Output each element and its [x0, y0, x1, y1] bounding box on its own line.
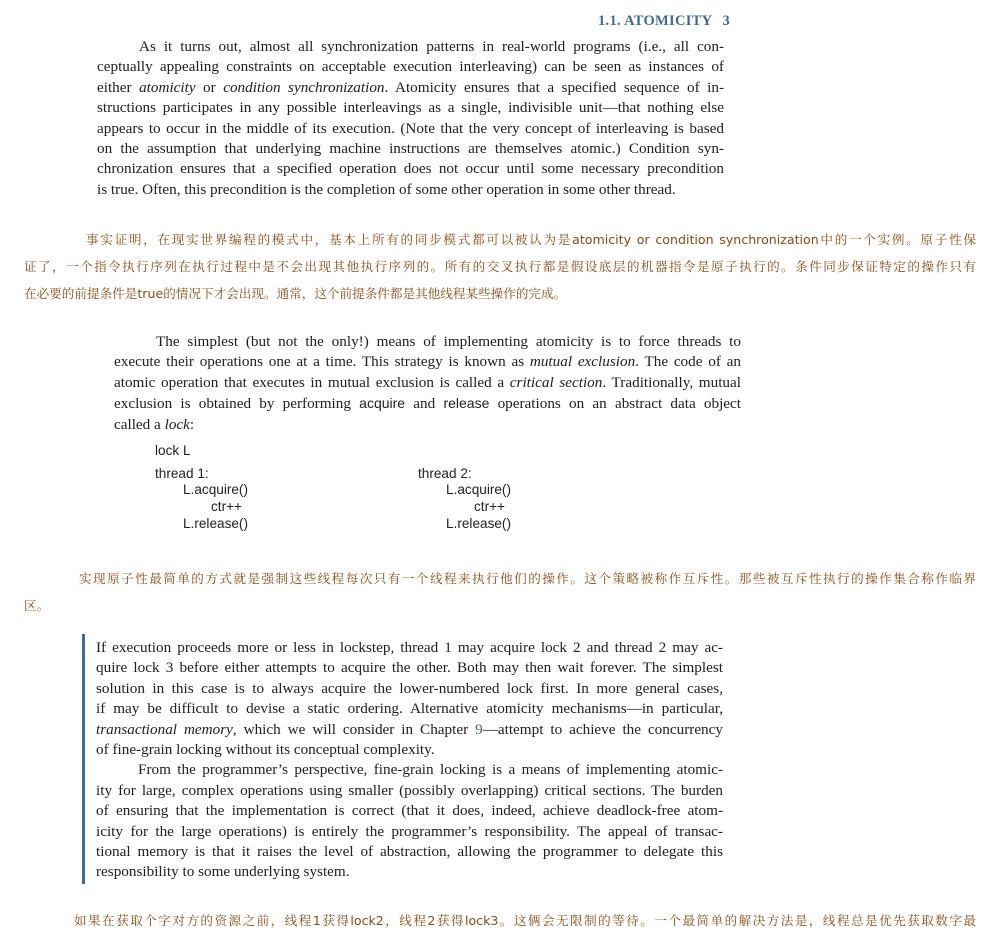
- code-thread1-release: L.release(): [183, 516, 248, 531]
- text-line: structions participates in any possible interleavings as a single, indivisible unit—that nothing else: [97, 99, 724, 117]
- code-lock-decl: lock L: [155, 443, 191, 458]
- text-line: solution in this case is to always acquire the lower-numbered lock first. In more general cases,: [96, 679, 723, 697]
- note-line: 区。: [24, 598, 50, 613]
- text-line: transactional memory, which we will consider in Chapter 9—attempt to achieve the concurrency: [96, 720, 723, 738]
- code-thread2-acquire: L.acquire(): [446, 482, 511, 497]
- code-thread2-body: ctr++: [474, 499, 505, 514]
- text-line: exclusion is obtained by performing acquire and release operations on an abstract data object: [114, 395, 741, 413]
- text-line: is true. Often, this precondition is the completion of some other operation in some other thread.: [97, 180, 676, 198]
- text-line: of fine-grain locking without its conceptual complexity.: [96, 741, 435, 759]
- page-number: 3: [722, 13, 731, 29]
- text-line: icity for the large operations) is entirely the programmer’s responsibility. The appeal of transac-: [96, 822, 723, 840]
- term-mutual-exclusion: mutual exclusion: [529, 353, 636, 371]
- text-line: appears to occur in the middle of its execution. (Note that the very concept of interleaving is based: [97, 119, 724, 137]
- text-line: ity for large, complex operations using smaller (possibly overlapping) critical sections. The burden: [96, 781, 723, 799]
- text-line: if may be difficult to devise a static ordering. Alternative atomicity mechanisms—in particular,: [96, 700, 723, 718]
- code-thread2-release: L.release(): [446, 516, 511, 531]
- paragraph-mutual-exclusion: [114, 332, 741, 435]
- text-line: The simplest (but not the only!) means of implementing atomicity is to force threads to: [156, 333, 741, 350]
- text-line: ceptually appealing constraints on acceptable execution interleaving) can be seen as instances of: [97, 58, 724, 76]
- note-line: 事实证明，在现实世界编程的模式中，基本上所有的同步模式都可以被认为是atomicity or condition synchronization中的一个实例。原子性保: [86, 232, 976, 247]
- text-line: If execution proceeds more or less in lockstep, thread 1 may acquire lock 2 and thread 2 may ac-: [96, 639, 723, 656]
- code-release: release: [443, 395, 490, 412]
- note-line: 证了，一个指令执行序列在执行过程中是不会出现其他执行序列的。所有的交叉执行都是假设底层的机器指令是原子执行的。条件同步保证特定的操作只有: [24, 259, 976, 274]
- term-atomicity: atomicity: [139, 78, 196, 96]
- paragraph-atomicity-intro: [97, 37, 724, 200]
- code-thread2-label: thread 2:: [418, 466, 472, 481]
- note-line: 在必要的前提条件是true的情况下才会出现。通常，这个前提条件都是其他线程某些操作的完成。: [24, 286, 567, 301]
- note-line: 如果在获取个字对方的资源之前，线程1获得lock2，线程2获得lock3。这俩会无限制的等待。一个最简单的解决方法是，线程总是优先获取数字最: [74, 913, 976, 928]
- text-line: As it turns out, almost all synchronization patterns in real-world programs (i.e., all con-: [139, 38, 724, 55]
- term-condition-synchronization: condition synchronization: [223, 78, 385, 96]
- term-lock: lock: [164, 415, 190, 433]
- translation-note-1: [24, 226, 976, 307]
- code-thread1-label: thread 1:: [155, 466, 209, 481]
- text-line: chronization ensures that a specified operation does not occur until some necessary precondition: [97, 160, 724, 178]
- text-line: either atomicity or condition synchronization. Atomicity ensures that a specified sequence of in-: [97, 78, 724, 96]
- section-title: 1.1. ATOMICITY: [598, 13, 713, 29]
- code-thread1-acquire: L.acquire(): [183, 482, 248, 497]
- text-line: on the assumption that underlying machine instructions are themselves atomic.) Condition syn-: [97, 140, 724, 158]
- text-line: tional memory is that it raises the level of abstraction, allowing the programmer to delegate this: [96, 843, 723, 861]
- text-line: From the programmer’s perspective, fine-grain locking is a means of implementing atomic-: [138, 761, 723, 779]
- translation-note-2: [24, 565, 976, 619]
- text-line: of ensuring that the implementation is correct (that it does, indeed, achieve deadlock-free atom-: [96, 802, 723, 820]
- term-critical-section: critical section: [509, 373, 603, 391]
- note-line: 实现原子性最简单的方式就是强制这些线程每次只有一个线程来执行他们的操作。这个策略被称作互斥性。那些被互斥性执行的操作集合称作临界: [79, 571, 976, 586]
- code-acquire: acquire: [359, 395, 406, 412]
- text-line: called a lock:: [114, 415, 195, 433]
- text-line: quire lock 3 before either attempts to acquire the other. Both may then wait forever. The simplest: [96, 659, 723, 677]
- translation-note-3: [24, 907, 976, 934]
- sidebar-rule: [82, 634, 85, 884]
- chapter-9-link[interactable]: 9: [475, 720, 483, 738]
- sidebar-deadlock-discussion: [96, 638, 723, 883]
- text-line: responsibility to some underlying system.: [96, 863, 350, 881]
- code-thread1-body: ctr++: [211, 499, 242, 514]
- text-line: atomic operation that executes in mutual exclusion is called a critical section. Traditionally, mutual: [114, 373, 741, 391]
- text-line: execute their operations one at a time. This strategy is known as mutual exclusion. The code of an: [114, 353, 741, 371]
- running-header: [598, 13, 730, 30]
- term-transactional-memory: transactional memory: [96, 720, 233, 738]
